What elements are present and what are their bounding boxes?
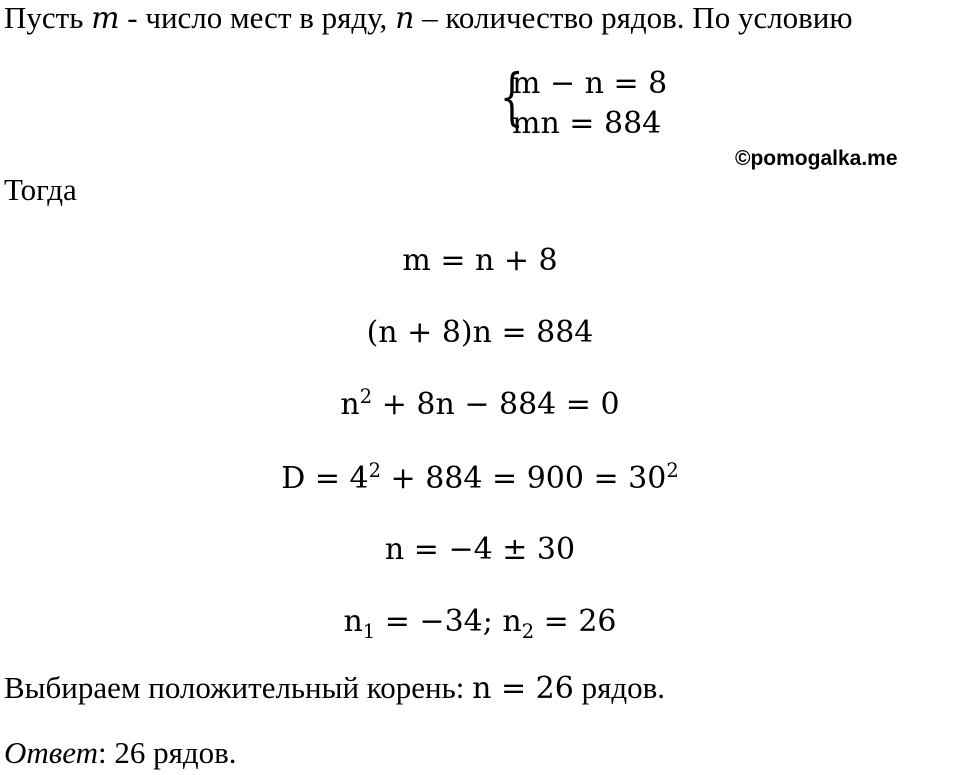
step-6-b: = −34; n xyxy=(375,604,522,639)
choice-tail: рядов. xyxy=(573,670,666,705)
intro-line xyxy=(4,0,853,37)
system-brace: { xyxy=(500,60,524,133)
answer-label: Ответ xyxy=(4,735,98,770)
step-6-a: n xyxy=(343,604,363,639)
step-3-sup: 2 xyxy=(359,385,373,408)
choice-line xyxy=(4,670,665,707)
watermark-text: ©pomogalka.me xyxy=(735,147,898,170)
step-6-sub1: 1 xyxy=(362,620,376,643)
var-m: m xyxy=(91,1,120,36)
var-n: n xyxy=(395,1,415,36)
system-equation-2: mn = 884 xyxy=(512,106,662,141)
step-6-sub2: 2 xyxy=(521,620,535,643)
system-equation-1: m − n = 8 xyxy=(512,66,668,101)
step-1: m = n + 8 xyxy=(402,243,558,278)
step-4 xyxy=(0,461,960,497)
step-3-b: + 8n − 884 = 0 xyxy=(372,387,620,422)
choice-text: Выбираем положительный корень: xyxy=(4,670,473,705)
intro-part1: Пусть xyxy=(4,0,92,35)
then-word: Тогда xyxy=(4,172,77,207)
answer-line xyxy=(4,735,237,771)
step-5: n = −4 ± 30 xyxy=(384,532,576,567)
step-2: (n + 8)n = 884 xyxy=(366,315,594,350)
answer-rest: : 26 рядов. xyxy=(97,735,237,770)
intro-part2: - число мест в ряду, xyxy=(119,0,396,35)
choice-math: n = 26 xyxy=(472,671,574,706)
intro-part3: – количество рядов. По условию xyxy=(414,0,853,35)
step-3-a: n xyxy=(340,387,360,422)
step-4-sup2: 2 xyxy=(666,459,679,482)
step-6-c: = 26 xyxy=(534,604,617,639)
step-6 xyxy=(0,604,960,643)
step-4-sup1: 2 xyxy=(368,459,382,482)
step-4-a: D = 4 xyxy=(281,461,369,496)
step-4-b: + 884 = 900 = 30 xyxy=(381,461,667,496)
step-3 xyxy=(0,387,960,423)
